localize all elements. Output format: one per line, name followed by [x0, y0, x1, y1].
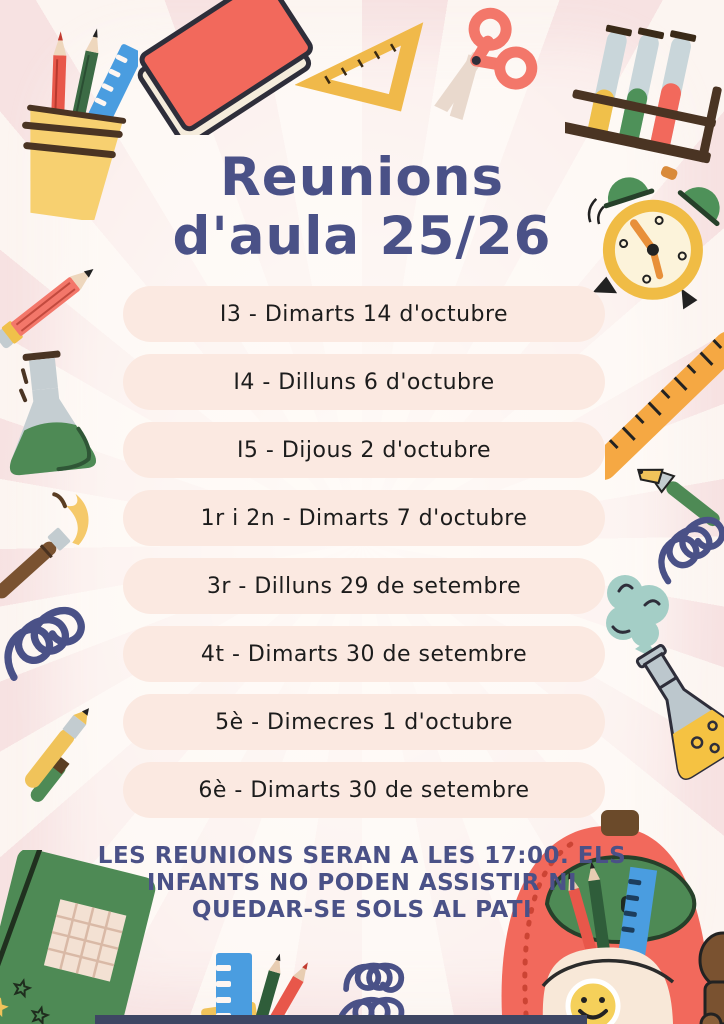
footer-line1: LES REUNIONS SERAN A LES 17:00. ELS — [97, 843, 627, 869]
title-line1: Reunions — [219, 146, 505, 208]
footer-line3: QUEDAR-SE SOLS AL PATI — [191, 897, 533, 924]
spiral-squiggle-left-icon — [0, 585, 95, 690]
schedule-item-6e: 6è - Dimarts 30 de setembre — [123, 762, 605, 818]
ballpoint-pen-icon — [0, 685, 110, 815]
red-book-icon — [130, 0, 315, 135]
title-line2: d'aula 25/26 — [172, 205, 552, 267]
schedule-item-i4: I4 - Dilluns 6 d'octubre — [123, 354, 605, 410]
footer-note — [0, 843, 724, 924]
triangle-ruler-icon — [295, 0, 425, 115]
scissors-icon — [415, 5, 545, 125]
footer-line2: INFANTS NO PODEN ASSISTIR NI — [146, 870, 578, 897]
schedule-item-3r: 3r - Dilluns 29 de setembre — [123, 558, 605, 614]
flask-green-icon — [0, 350, 100, 485]
page-title — [0, 148, 724, 267]
schedule-item-i3: I3 - Dimarts 14 d'octubre — [123, 286, 605, 342]
ruler-and-pencils-icon — [190, 945, 315, 1024]
schedule-item-5e: 5è - Dimecres 1 d'octubre — [123, 694, 605, 750]
flask-yellow-icon — [630, 640, 724, 780]
schedule-item-4t: 4t - Dimarts 30 de setembre — [123, 626, 605, 682]
schedule-item-i5: I5 - Dijous 2 d'octubre — [123, 422, 605, 478]
double-squiggle-icon — [330, 950, 465, 1024]
schedule-list — [123, 286, 605, 818]
schedule-item-1r-2n: 1r i 2n - Dimarts 7 d'octubre — [123, 490, 605, 546]
bottom-edge-decoration — [95, 1015, 587, 1024]
